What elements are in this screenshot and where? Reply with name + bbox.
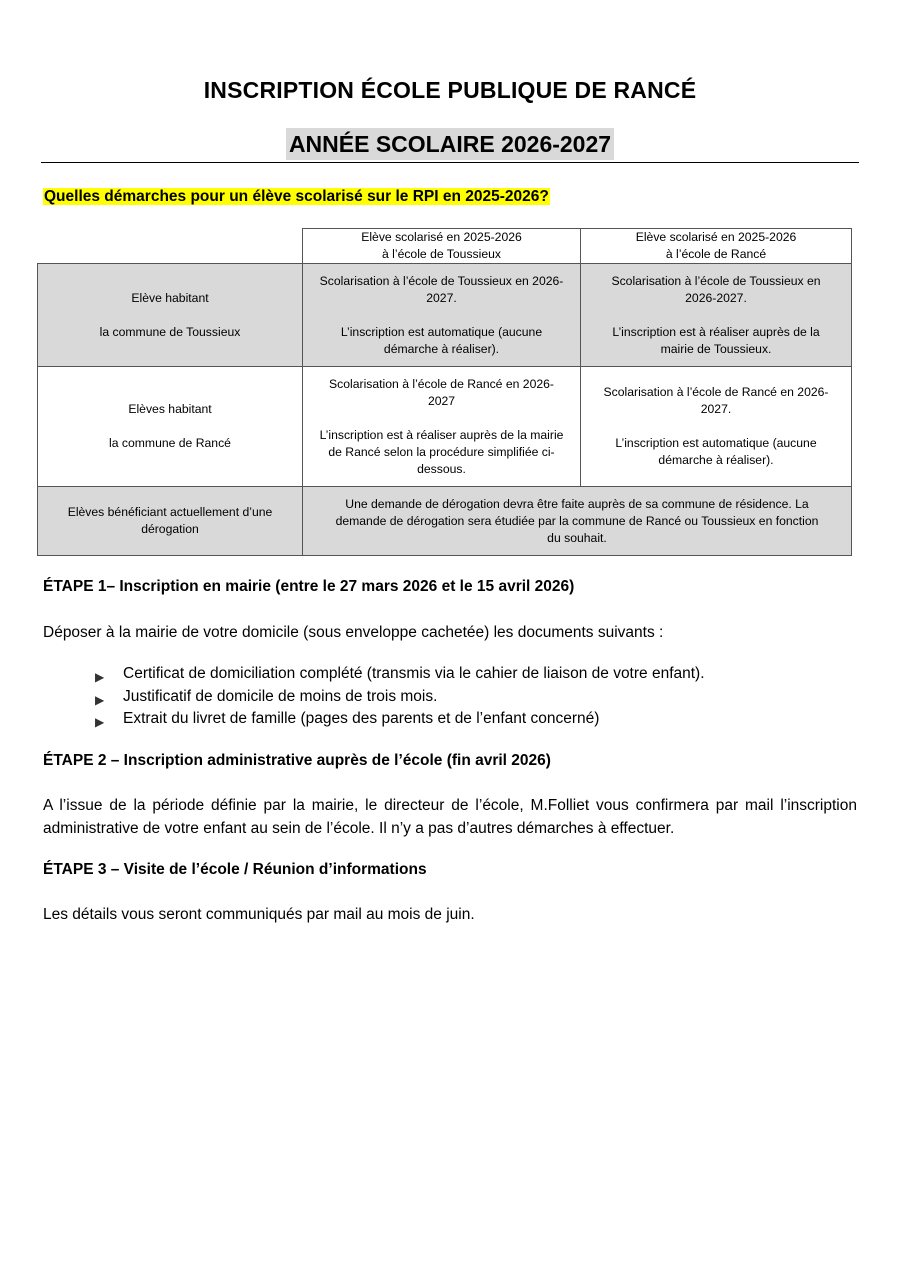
- step2-text: A l’issue de la période définie par la mairie, le directeur de l’école, M.Folliet vous confirmera par mail l’inscription administrative de votre enfant au sein de l’école. Il n’y a pas d’autres démarches à effectuer.: [43, 797, 857, 837]
- cell-line: démarche à réaliser).: [383, 341, 500, 356]
- list-item-text: Extrait du livret de famille (pages des parents et de l’enfant concerné): [123, 710, 600, 727]
- cell-line: Une demande de dérogation devra être faite auprès de sa commune de résidence. La: [345, 496, 809, 511]
- table-row-toussieux: [38, 264, 852, 367]
- document-title: INSCRIPTION ÉCOLE PUBLIQUE DE RANCÉ: [203, 77, 697, 103]
- cell-line: dessous.: [417, 461, 466, 476]
- cell-line: Scolarisation à l’école de Toussieux en 2026-: [319, 273, 564, 288]
- step1-heading: ÉTAPE 1– Inscription en mairie (entre le 27 mars 2026 et le 15 avril 2026): [43, 578, 575, 595]
- cell-line: Scolarisation à l’école de Rancé en 2026-: [603, 385, 829, 399]
- table-row-rance: [38, 367, 852, 487]
- row-label-toussieux: [38, 264, 303, 367]
- cell-line: L’inscription est automatique (aucune: [340, 324, 543, 339]
- row-label-line: la commune de Toussieux: [99, 324, 241, 339]
- rpi-procedure-table: [37, 228, 852, 556]
- cell-rance-rance: [581, 367, 852, 487]
- cell-line: Scolarisation à l’école de Rancé en 2026-: [329, 376, 554, 391]
- cell-rance-toussieux: [303, 367, 581, 487]
- triangle-bullet-icon: ▶: [95, 670, 105, 684]
- row-label-line: Elèves bénéficiant actuellement d’une: [67, 505, 273, 519]
- step3-text: Les détails vous seront communiqués par mail au mois de juin.: [43, 906, 475, 923]
- cell-line: L’inscription est à réaliser auprès de la mairie: [319, 427, 564, 442]
- cell-toussieux-rance: [581, 264, 852, 367]
- cell-line: 2027.: [700, 402, 732, 416]
- cell-line: L’inscription est automatique (aucune: [615, 436, 817, 450]
- cell-line: mairie de Toussieux.: [660, 341, 772, 356]
- row-label-line: la commune de Rancé: [109, 436, 231, 450]
- step3-heading: ÉTAPE 3 – Visite de l’école / Réunion d’informations: [43, 861, 427, 878]
- question-heading: Quelles démarches pour un élève scolarisé sur le RPI en 2025-2026?: [44, 188, 549, 205]
- row-label-line: Elèves habitant: [128, 402, 212, 416]
- triangle-bullet-icon: ▶: [95, 715, 105, 729]
- col-header-toussieux: [303, 229, 581, 264]
- documents-list: [95, 663, 705, 731]
- question-container: [43, 186, 550, 207]
- list-item: [95, 708, 705, 731]
- cell-line: de Rancé selon la procédure simplifiée ci-: [328, 444, 555, 459]
- cell-line: 2026-2027.: [685, 290, 747, 305]
- table-header-row: [38, 229, 852, 264]
- header-line: Elève scolarisé en 2025-2026: [635, 230, 797, 244]
- header-divider: [41, 162, 859, 163]
- row-label-line: dérogation: [141, 522, 199, 536]
- cell-derogation-merged: [303, 487, 852, 556]
- list-item-text: Certificat de domiciliation complété (transmis via le cahier de liaison de votre enfant).: [123, 665, 705, 682]
- cell-line: 2027: [427, 393, 456, 408]
- cell-line: demande de dérogation sera étudiée par la commune de Rancé ou Toussieux en fonction: [335, 513, 819, 528]
- subtitle-container: [0, 128, 900, 160]
- row-label-derogation: [38, 487, 303, 556]
- cell-line: démarche à réaliser).: [658, 453, 774, 467]
- cell-line: Scolarisation à l’école de Toussieux en: [611, 273, 821, 288]
- list-item: [95, 663, 705, 686]
- step2-heading: ÉTAPE 2 – Inscription administrative auprès de l’école (fin avril 2026): [43, 752, 551, 769]
- table-row-derogation: [38, 487, 852, 556]
- school-year-subtitle: ANNÉE SCOLAIRE 2026-2027: [286, 128, 614, 160]
- cell-line: 2027.: [426, 290, 457, 305]
- list-item: [95, 686, 705, 709]
- cell-line: du souhait.: [547, 530, 607, 545]
- row-label-line: Elève habitant: [131, 290, 209, 305]
- header-line: à l’école de Toussieux: [381, 247, 502, 261]
- triangle-bullet-icon: ▶: [95, 692, 105, 707]
- step1-intro: Déposer à la mairie de votre domicile (sous enveloppe cachetée) les documents suivants :: [43, 624, 664, 641]
- cell-line: L’inscription est à réaliser auprès de la: [612, 324, 820, 339]
- row-label-rance: [38, 367, 303, 487]
- table-corner-cell: [38, 229, 303, 264]
- cell-toussieux-toussieux: [303, 264, 581, 367]
- col-header-rance: [581, 229, 852, 264]
- header-line: à l’école de Rancé: [665, 247, 767, 261]
- list-item-text: Justificatif de domicile de moins de trois mois.: [123, 687, 438, 705]
- header-line: Elève scolarisé en 2025-2026: [361, 230, 522, 244]
